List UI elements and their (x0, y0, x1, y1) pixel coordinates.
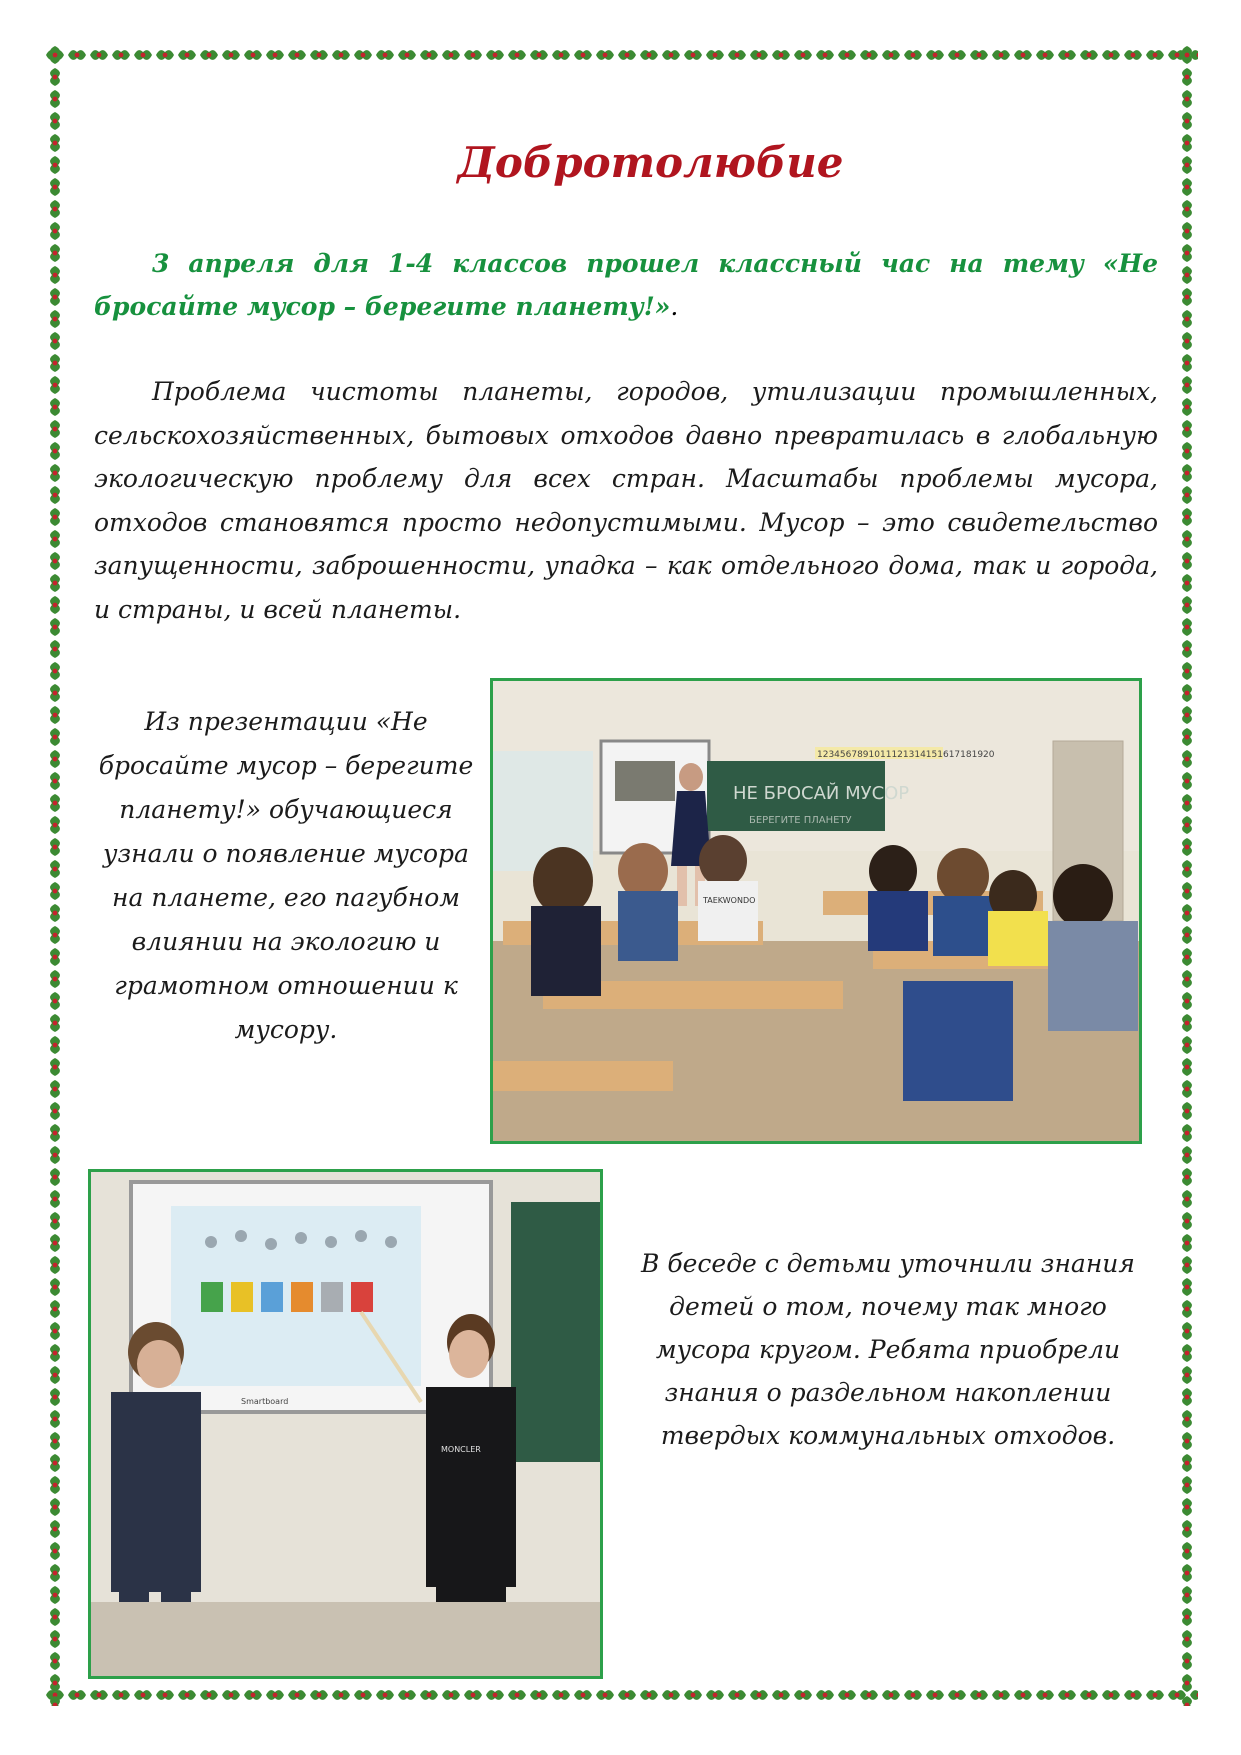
board-text: НЕ БРОСАЙ МУСОР (733, 783, 910, 804)
body-paragraph: Проблема чистоты планеты, городов, утилизации промышленных, сельскохозяйственных, бытовых отходов давно превратилась в глобальную экологическую проблему для всех стран. Масштабы проблемы мусора, отходов становятся просто недопустимыми. Мусор – это свидетельство запущенности, заброшенности, упадка – как отдельного дома, так и города, и страны, и всей планеты. (94, 377, 1158, 624)
board-subtext: БЕРЕГИТЕ ПЛАНЕТУ (749, 815, 852, 826)
shirt-text: TAEKWONDO (703, 896, 756, 905)
holly-border-top (44, 44, 1198, 66)
holly-border-left (44, 44, 66, 1706)
photo1-caption: Из презентации «Не бросайте мусор – берегите планету!» обучающиеся узнали о появление мусора на планете, его пагубном влиянии на экологию и грамотном отношении к мусору. (98, 707, 474, 1044)
photo2-caption: В беседе с детьми уточнили знания детей о том, почему так много мусора кругом. Ребята приобрели знания о раздельном накоплении твердых коммунальных отходов. (641, 1249, 1135, 1450)
number-strip: 1234567891011121314151617181920 (817, 750, 995, 760)
girl-shirt-text: MONCLER (441, 1445, 481, 1454)
classroom-photo (490, 678, 1142, 1144)
page-title: Добротолюбие (457, 138, 844, 187)
intro-paragraph (94, 242, 1158, 328)
holly-border-right (1176, 44, 1198, 1706)
board-brand: Smartboard (241, 1397, 289, 1406)
holly-border-bottom (44, 1684, 1198, 1706)
intro-end-mark: . (670, 292, 679, 321)
intro-text: 3 апреля для 1-4 классов прошел классный час на тему «Не бросайте мусор – берегите планету!» (94, 249, 1158, 321)
whiteboard-photo (88, 1169, 603, 1679)
